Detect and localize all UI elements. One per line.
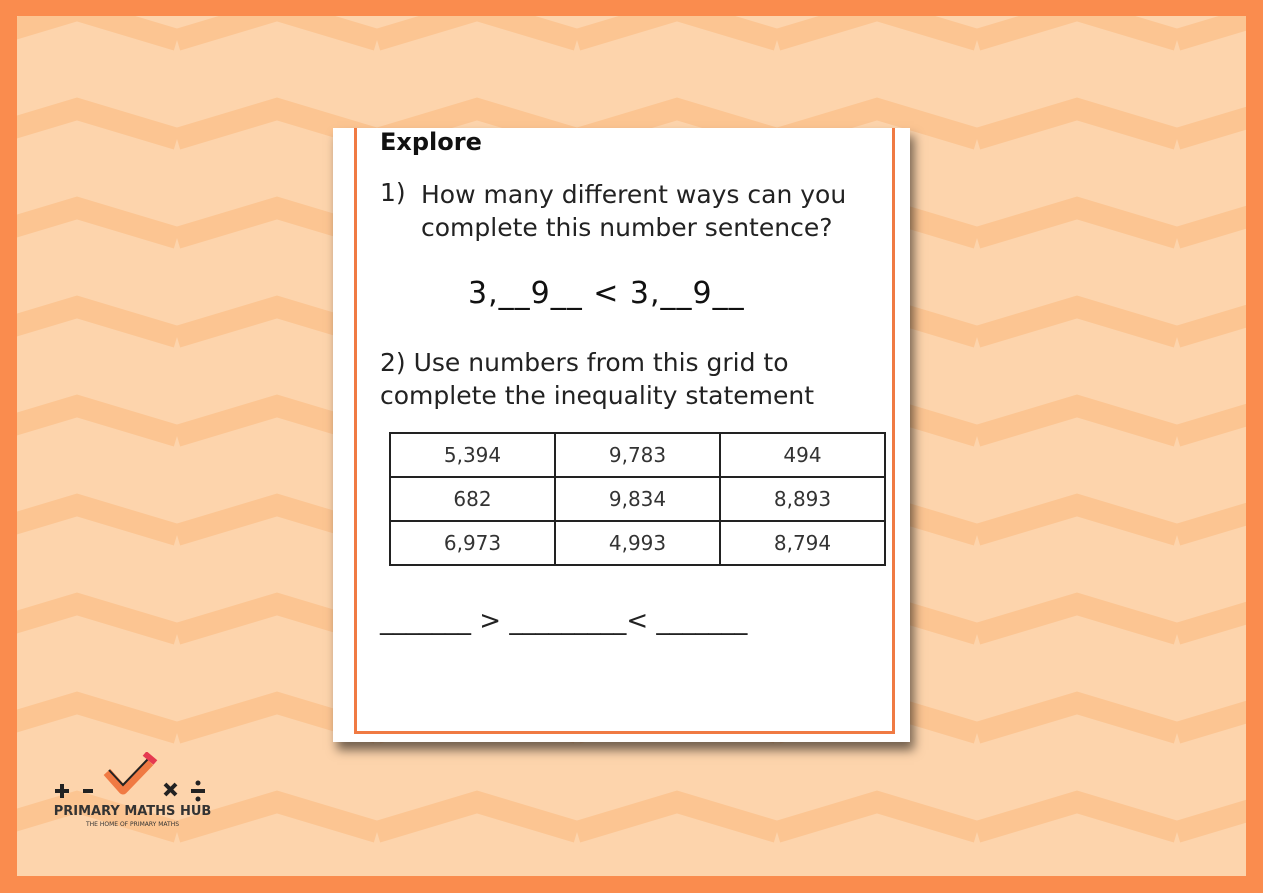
primary-maths-hub-logo (45, 752, 220, 832)
grid-row (390, 433, 885, 477)
question-1-text: How many different ways can you complete this number sentence? (421, 180, 847, 242)
logo-name: PRIMARY MATHS HUB (53, 804, 212, 819)
grid-row (390, 521, 885, 565)
grid-cell: 682 (390, 477, 555, 521)
grid-cell: 4,993 (555, 521, 720, 565)
question-2-text: 2) Use numbers from this grid to complete the inequality statement (380, 348, 815, 410)
inequality-blanks: _______ > _________< _______ (380, 606, 748, 636)
grid-row (390, 477, 885, 521)
maths-symbols-icon (45, 752, 220, 804)
worksheet-card (333, 128, 910, 742)
grid-cell: 8,794 (720, 521, 885, 565)
logo-tagline: THE HOME OF PRIMARY MATHS (85, 821, 180, 828)
grid-cell: 5,394 (390, 433, 555, 477)
grid-cell: 9,783 (555, 433, 720, 477)
grid-cell: 8,893 (720, 477, 885, 521)
question-1-number: 1) (380, 178, 406, 207)
grid-cell: 9,834 (555, 477, 720, 521)
grid-cell: 6,973 (390, 521, 555, 565)
number-sentence: 3,__9__ < 3,__9__ (468, 276, 745, 311)
number-grid (389, 432, 886, 566)
grid-cell: 494 (720, 433, 885, 477)
worksheet-title: Explore (380, 128, 482, 156)
